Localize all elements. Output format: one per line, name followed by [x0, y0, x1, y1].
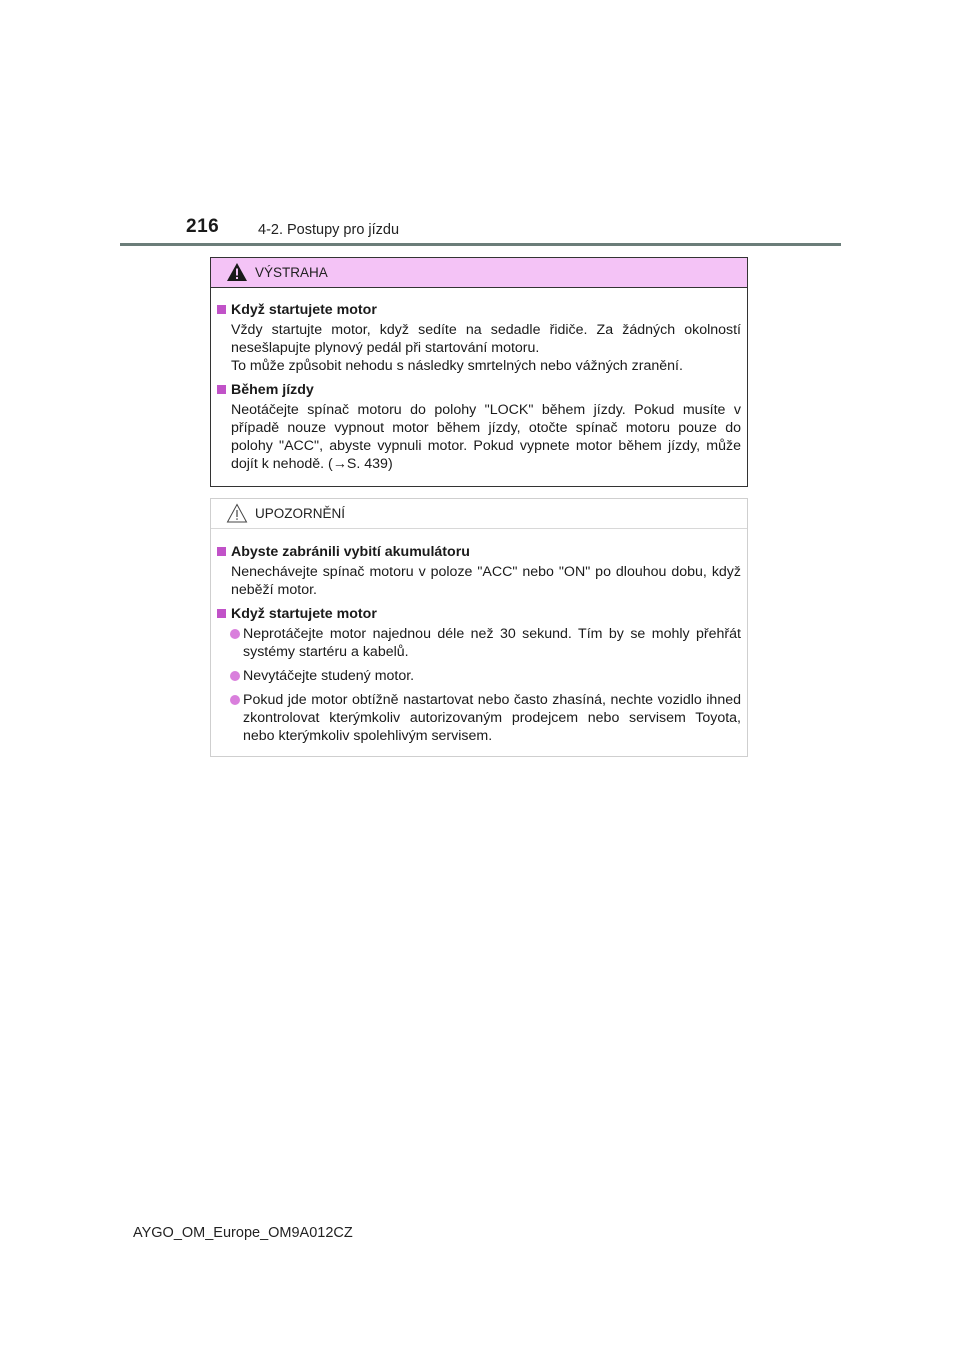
- square-bullet-icon: [217, 305, 226, 314]
- warning-item-title: Když startujete motor: [217, 301, 741, 319]
- caution-bullet: Pokud jde motor obtížně nastartovat nebo často zhasíná, nechte vozidlo ihned zkontrolovat kterýmkoliv autorizovaným prodejcem nebo servisem Toyota, nebo kterýmkoliv spolehlivým servisem.: [217, 691, 741, 745]
- round-bullet-icon: [230, 671, 240, 681]
- header-rule: [120, 243, 841, 246]
- round-bullet-icon: [230, 695, 240, 705]
- square-bullet-icon: [217, 385, 226, 394]
- caution-label: UPOZORNĚNÍ: [255, 506, 346, 521]
- caution-item-title: Abyste zabránili vybití akumulátoru: [217, 543, 741, 561]
- caution-box: [210, 498, 748, 757]
- section-title: 4-2. Postupy pro jízdu: [258, 222, 400, 238]
- square-bullet-icon: [217, 547, 226, 556]
- caution-triangle-icon: [226, 503, 248, 523]
- square-bullet-icon: [217, 609, 226, 618]
- warning-box: [210, 257, 748, 487]
- page-number: 216: [186, 216, 220, 237]
- warning-triangle-icon: [226, 262, 248, 282]
- warning-item-text: Neotáčejte spínač motoru do polohy "LOCK" během jízdy. Pokud musíte v případě nouze vypnout motor během jízdy, otočte spínač motoru pouze do polohy "ACC", abyste vypnuli motor. Pokud vypnete motor během jízdy, může dojít k nehodě. (→S. 439): [231, 402, 741, 472]
- caution-bullet: Neprotáčejte motor najednou déle než 30 sekund. Tím by se mohly přehřát systémy startéru a kabelů.: [217, 625, 741, 661]
- warning-item-text: Vždy startujte motor, když sedíte na sedadle řidiče. Za žádných okolností nesešlapujte plynový pedál při startování motoru.: [231, 322, 741, 356]
- warning-item-text: To může způsobit nehodu s následky smrtelných nebo vážných zranění.: [231, 358, 683, 374]
- caution-bullet: Nevytáčejte studený motor.: [217, 667, 741, 685]
- caution-body: [211, 529, 747, 745]
- round-bullet-icon: [230, 629, 240, 639]
- warning-body: [211, 288, 747, 473]
- footer-code: AYGO_OM_Europe_OM9A012CZ: [133, 1225, 353, 1241]
- warning-header: [211, 258, 747, 288]
- caution-item-title: Když startujete motor: [217, 605, 741, 623]
- warning-item-title: Během jízdy: [217, 381, 741, 399]
- caution-header: [211, 499, 747, 529]
- caution-item-text: Nenechávejte spínač motoru v poloze "ACC" nebo "ON" po dlouhou dobu, když neběží motor.: [231, 564, 741, 598]
- warning-label: VÝSTRAHA: [255, 265, 328, 280]
